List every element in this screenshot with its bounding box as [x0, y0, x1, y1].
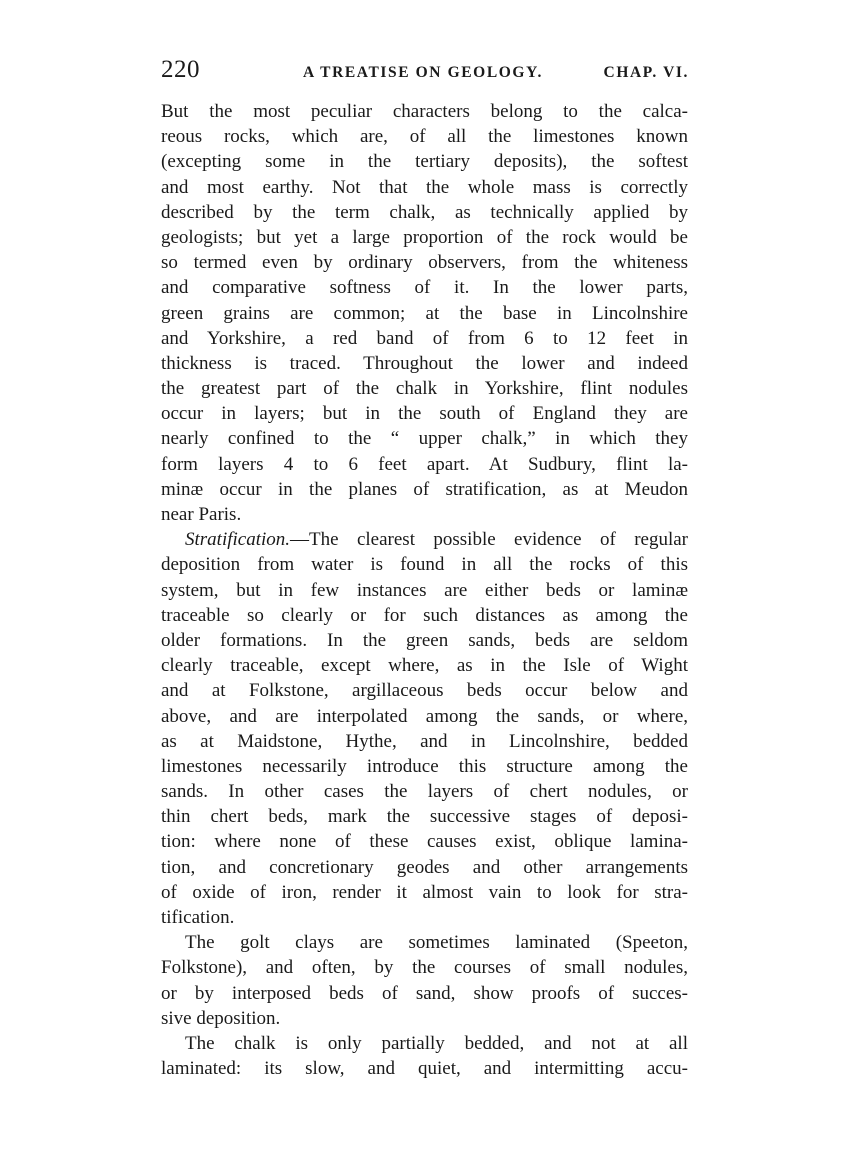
text-line: tion: where none of these causes exist, oblique lamina- — [161, 831, 688, 853]
text-line: system, but in few instances are either beds or laminæ — [161, 579, 688, 601]
text-line: form layers 4 to 6 feet apart. At Sudbury, flint la- — [161, 453, 688, 475]
text-line: reous rocks, which are, of all the limestones known — [161, 126, 688, 148]
text-line: laminated: its slow, and quiet, and intermitting accu- — [161, 1058, 688, 1080]
section-heading: Stratification. — [185, 529, 291, 551]
text-line: and at Folkstone, argillaceous beds occur below and — [161, 680, 688, 702]
text-line: above, and are interpolated among the sands, or where, — [161, 705, 688, 727]
text-line: thin chert beds, mark the successive stages of deposi- — [161, 806, 688, 828]
text-line: But the most peculiar characters belong to the calca- — [161, 101, 688, 122]
text-line: described by the term chalk, as technically applied by — [161, 201, 688, 223]
text-line: as at Maidstone, Hythe, and in Lincolnshire, bedded — [161, 730, 688, 752]
text-line: Folkstone), and often, by the courses of small nodules, — [161, 957, 688, 979]
paragraph-lead-line — [161, 527, 688, 552]
text-line: sands. In other cases the layers of chert nodules, or — [161, 781, 688, 803]
text-line: The chalk is only partially bedded, and not at all — [185, 1032, 688, 1054]
text-line: geologists; but yet a large proportion of the rock would be — [161, 226, 688, 248]
text-line: and comparative softness of it. In the lower parts, — [161, 277, 688, 299]
text-line: so termed even by ordinary observers, from the whiteness — [161, 252, 688, 274]
text-line: minæ occur in the planes of stratification, as at Meudon — [161, 478, 688, 500]
text-line: and Yorkshire, a red band of from 6 to 12 feet in — [161, 327, 688, 349]
text-line: and most earthy. Not that the whole mass is correctly — [161, 176, 688, 198]
chapter-label: CHAP. VI. — [603, 64, 689, 81]
text-line: limestones necessarily introduce this structure among the — [161, 755, 688, 777]
text-line: tion, and concretionary geodes and other arrangements — [161, 856, 688, 878]
text-line: older formations. In the green sands, beds are seldom — [161, 629, 688, 651]
text-line: or by interposed beds of sand, show proofs of succes- — [161, 982, 688, 1004]
text-line: the greatest part of the chalk in Yorkshire, flint nodules — [161, 378, 688, 400]
text-line: traceable so clearly or for such distances as among the — [161, 604, 688, 626]
body-text — [161, 99, 688, 1081]
text-line: sive deposition. — [161, 1007, 281, 1029]
running-title: A TREATISE ON GEOLOGY. — [303, 64, 543, 81]
text-line: green grains are common; at the base in Lincolnshire — [161, 302, 688, 324]
text-line: of oxide of iron, render it almost vain to look for stra- — [161, 881, 688, 903]
page-number: 220 — [161, 56, 200, 83]
text-line: deposition from water is found in all the rocks of this — [161, 554, 688, 576]
text-run: —The clearest possible evidence of regular — [290, 529, 688, 551]
text-line: nearly confined to the “ upper chalk,” in which they — [161, 428, 688, 450]
text-line: near Paris. — [161, 504, 242, 525]
text-line: clearly traceable, except where, as in the Isle of Wight — [161, 655, 688, 677]
running-header — [161, 56, 689, 90]
text-line: (excepting some in the tertiary deposits), the softest — [161, 151, 688, 173]
text-line: The golt clays are sometimes laminated (Speeton, — [185, 932, 688, 954]
text-line: thickness is traced. Throughout the lower and indeed — [161, 352, 688, 374]
text-line: occur in layers; but in the south of England they are — [161, 403, 688, 425]
text-line: tification. — [161, 907, 235, 928]
